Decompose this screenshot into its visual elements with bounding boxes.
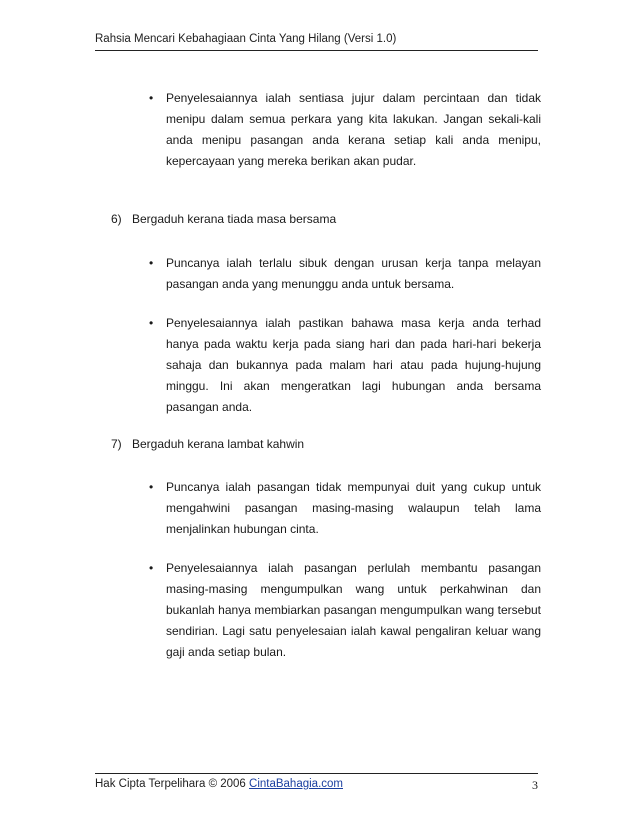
bullet-item — [149, 477, 541, 540]
bullet-icon: • — [149, 91, 154, 105]
bullet-text: Penyelesaiannya ialah pastikan bahawa masa kerja anda terhad hanya pada waktu kerja pada siang hari dan pada hari-hari bekerja sahaja dan bukannya pada malam hari atau pada hujung-hujung minggu. Ini akan mengeratkan lagi hubungan anda bersama pasangan anda. — [166, 316, 541, 414]
bullet-icon: • — [149, 561, 154, 575]
bullet-text: Puncanya ialah terlalu sibuk dengan urusan kerja tanpa melayan pasangan anda yang menunggu anda untuk bersama. — [166, 256, 541, 291]
section-title: Bergaduh kerana tiada masa bersama — [132, 212, 337, 226]
bullet-item — [149, 313, 541, 418]
section-number: 6) — [111, 212, 122, 226]
bullet-text: Penyelesaiannya ialah sentiasa jujur dalam percintaan dan tidak menipu dalam semua perkara yang kita lakukan. Jangan sekali-kali anda menipu pasangan anda kerana setiap kali anda menipu, kepercayaan yang mereka berikan akan pudar. — [166, 91, 541, 168]
website-link[interactable]: CintaBahagia.com — [249, 778, 343, 790]
section-title: Bergaduh kerana lambat kahwin — [132, 437, 305, 451]
bullet-item — [149, 558, 541, 663]
bullet-icon: • — [149, 256, 154, 270]
bullet-text: Puncanya ialah pasangan tidak mempunyai duit yang cukup untuk mengahwini pasangan masing-masing walaupun telah lama menjalinkan hubungan cinta. — [166, 480, 541, 536]
bullet-item — [149, 88, 541, 172]
document-title: Rahsia Mencari Kebahagiaan Cinta Yang Hilang (Versi 1.0) — [95, 33, 397, 45]
page-header — [95, 33, 538, 51]
section-number: 7) — [111, 437, 122, 451]
copyright-text: Hak Cipta Terpelihara © 2006 — [95, 778, 250, 790]
page-footer — [95, 773, 538, 790]
section-heading-7 — [111, 434, 304, 454]
page-number: 3 — [532, 778, 538, 792]
bullet-icon: • — [149, 480, 154, 494]
section-heading-6 — [111, 209, 336, 229]
bullet-item — [149, 253, 541, 295]
bullet-icon: • — [149, 316, 154, 330]
bullet-text: Penyelesaiannya ialah pasangan perlulah membantu pasangan masing-masing mengumpulkan wang untuk perkahwinan dan bukanlah hanya membiarkan pasangan mengumpulkan wang tersebut sendirian. Lagi satu penyelesaian ialah kawal pengaliran keluar wang gaji anda setiap bulan. — [166, 561, 541, 659]
